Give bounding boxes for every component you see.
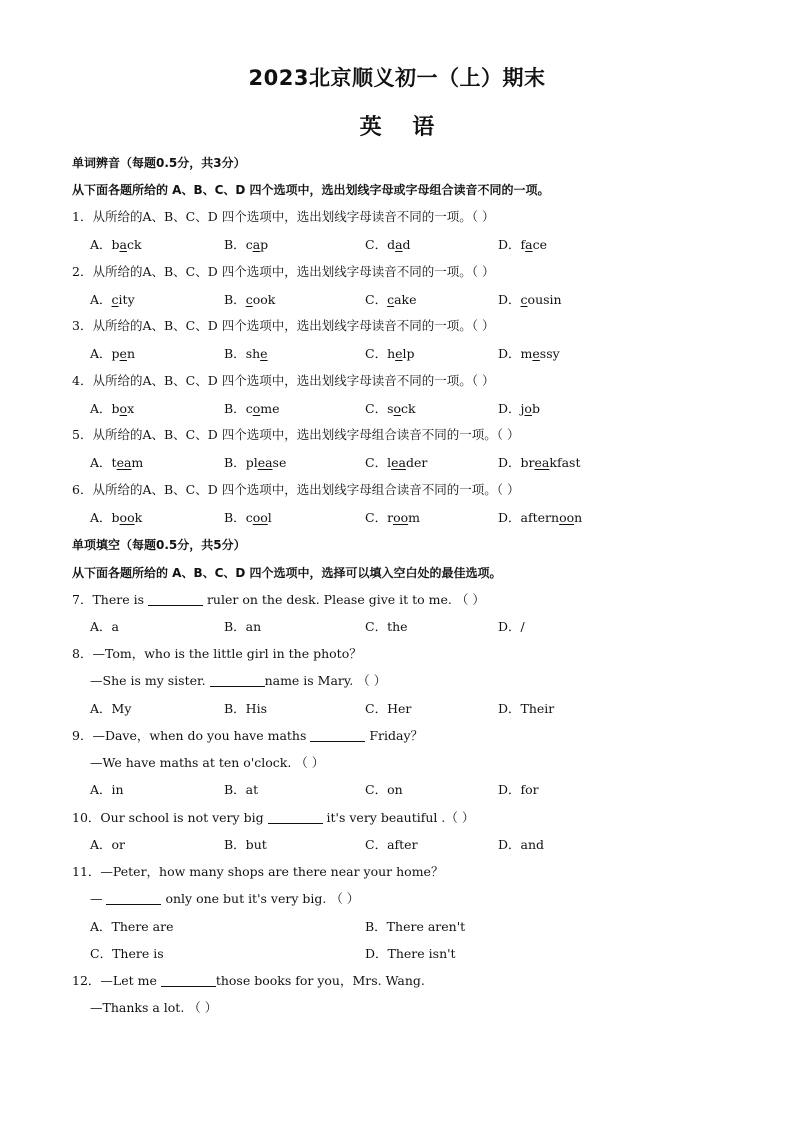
q4-option-d[interactable] (498, 401, 540, 417)
option-text: j (520, 401, 525, 416)
option-text: D． (498, 292, 521, 307)
option-text: A． (90, 292, 112, 307)
question-8: 8．—Tom，who is the little girl in the photo？ (72, 646, 362, 661)
question-5: 5．从所给的A、B、C、D 四个选项中，选出划线字母组合读音不同的一项。（ ） (72, 427, 520, 442)
option-text: l (387, 455, 392, 470)
option-text: B． (224, 510, 246, 525)
q4-option-a[interactable] (90, 401, 134, 417)
option-text: A． (90, 401, 112, 416)
underlined-letters: oo (119, 510, 135, 525)
underlined-letters: c (520, 292, 528, 307)
q4-option-c[interactable] (365, 401, 416, 417)
option-text: c (245, 401, 253, 416)
underlined-letters: ea (257, 455, 273, 470)
section2-instruction: 从下面各题所给的 A、B、C、D 四个选项中，选择可以填入空白处的最佳选项。 (72, 566, 502, 580)
option-text: C． (365, 401, 388, 416)
underlined-letters: a (395, 237, 403, 252)
q10-option-c[interactable]: C．after (365, 837, 418, 852)
q2-option-a[interactable] (90, 292, 135, 308)
underlined-letters: oo (252, 510, 268, 525)
underlined-letters: a (252, 237, 261, 252)
option-text: h (387, 346, 396, 361)
option-text: B． (224, 292, 246, 307)
underlined-letters: ea (391, 455, 406, 470)
q1-option-b[interactable] (224, 237, 268, 253)
option-text: f (520, 237, 526, 252)
option-text: B． (224, 455, 246, 470)
option-text: ssy (539, 346, 560, 361)
q7-option-c[interactable]: C．the (365, 619, 408, 634)
answer-blank (268, 811, 323, 824)
question-11: 11．—Peter，how many shops are there near your home？ (72, 864, 444, 879)
q5-option-b[interactable] (224, 455, 286, 471)
answer-blank (148, 593, 203, 606)
answer-blank (310, 729, 365, 742)
q2-option-b[interactable] (224, 292, 275, 308)
option-text: m (408, 510, 420, 525)
option-text: D． (498, 401, 521, 416)
q6-option-c[interactable] (365, 510, 420, 526)
q1-option-a[interactable] (90, 237, 142, 253)
underlined-letters: e (260, 346, 268, 361)
underlined-letters: c (245, 292, 253, 307)
question-1: 1．从所给的A、B、C、D 四个选项中，选出划线字母读音不同的一项。（ ） (72, 209, 495, 224)
q5-option-a[interactable] (90, 455, 143, 471)
q10-option-a[interactable]: A．or (90, 837, 126, 852)
q3-option-d[interactable] (498, 346, 560, 362)
option-text: ousin (527, 292, 562, 307)
option-text: n (126, 346, 136, 361)
q1-option-d[interactable] (498, 237, 547, 253)
underlined-letters: o (393, 401, 402, 416)
q5-option-c[interactable] (365, 455, 427, 471)
exam-subject: 英 语 (359, 115, 435, 140)
option-text: C． (365, 292, 388, 307)
question-7: 7．There is ruler on the desk. Please give it to me. （ ） (72, 592, 485, 607)
option-text: l (267, 510, 272, 525)
option-text: b (111, 510, 120, 525)
underlined-letters: oo (393, 510, 409, 525)
q7-option-b[interactable]: B．an (224, 619, 262, 634)
answer-blank (210, 674, 265, 687)
option-text: aftern (520, 510, 560, 525)
question-10: 10．Our school is not very big it's very beautiful .（ ） (72, 810, 475, 825)
option-text: kfast (549, 455, 581, 470)
option-text: p (260, 237, 269, 252)
option-text: n (574, 510, 583, 525)
option-text: ck (127, 237, 142, 252)
q6-option-d[interactable] (498, 510, 582, 526)
option-text: d (387, 237, 396, 252)
q10-option-b[interactable]: B．but (224, 837, 267, 852)
q4-option-b[interactable] (224, 401, 280, 417)
option-text: A． (90, 455, 112, 470)
q2-option-c[interactable] (365, 292, 417, 308)
option-text: s (387, 401, 394, 416)
underlined-letters: o (252, 401, 261, 416)
q8-option-c[interactable]: C．Her (365, 701, 412, 716)
underlined-letters: e (395, 346, 403, 361)
option-text: br (520, 455, 535, 470)
option-text: A． (90, 346, 112, 361)
underlined-letters: a (525, 237, 533, 252)
question-12: 12．—Let me those books for you，Mrs. Wang. (72, 973, 425, 988)
question-2: 2．从所给的A、B、C、D 四个选项中，选出划线字母读音不同的一项。（ ） (72, 264, 495, 279)
q2-option-d[interactable] (498, 292, 562, 308)
q7-option-d[interactable]: D．/ (498, 619, 525, 634)
option-text: c (245, 510, 253, 525)
option-text: d (402, 237, 411, 252)
q10-option-d[interactable]: D．and (498, 837, 545, 852)
option-text: m (520, 346, 533, 361)
question-6: 6．从所给的A、B、C、D 四个选项中，选出划线字母组合读音不同的一项。（ ） (72, 482, 520, 497)
q11-option-d[interactable]: D．There isn't (365, 946, 456, 961)
answer-blank (161, 974, 216, 987)
option-text: B． (224, 237, 246, 252)
question-9-reply: —We have maths at ten o'clock. （ ） (90, 755, 325, 770)
question-4: 4．从所给的A、B、C、D 四个选项中，选出划线字母读音不同的一项。（ ） (72, 373, 495, 388)
q11-option-a[interactable]: A．There are (90, 919, 174, 934)
option-text: b (111, 237, 120, 252)
option-text: D． (498, 237, 521, 252)
option-text: lp (402, 346, 415, 361)
section2-heading: 单项填空（每题0.5分，共5分） (72, 538, 246, 552)
option-text: c (245, 237, 253, 252)
underlined-letters: oo (559, 510, 575, 525)
underlined-letters: a (119, 237, 127, 252)
underlined-letters: ea (116, 455, 132, 470)
option-text: D． (498, 346, 521, 361)
q1-option-c[interactable] (365, 237, 411, 253)
option-text: ck (401, 401, 416, 416)
option-text: C． (365, 455, 388, 470)
q9-option-d[interactable]: D．for (498, 782, 539, 797)
option-text: B． (224, 346, 246, 361)
q8-option-a[interactable]: A．My (90, 701, 132, 716)
option-text: ity (118, 292, 135, 307)
option-text: A． (90, 510, 112, 525)
option-text: se (272, 455, 287, 470)
question-8-reply: —She is my sister. name is Mary. （ ） (90, 673, 387, 688)
option-text: ce (532, 237, 548, 252)
exam-title: 2023北京顺义初一（上）期末 (248, 66, 546, 90)
option-text: A． (90, 237, 112, 252)
option-text: C． (365, 510, 388, 525)
option-text: t (111, 455, 117, 470)
option-text: b (111, 401, 120, 416)
option-text: C． (365, 346, 388, 361)
underlined-letters: e (119, 346, 127, 361)
option-text: C． (365, 237, 388, 252)
option-text: k (134, 510, 143, 525)
q8-option-d[interactable]: D．Their (498, 701, 555, 716)
underlined-letters: c (387, 292, 395, 307)
q5-option-d[interactable] (498, 455, 580, 471)
q7-option-a[interactable]: A．a (90, 619, 119, 634)
underlined-letters: o (119, 401, 128, 416)
q3-option-a[interactable] (90, 346, 135, 362)
option-text: me (260, 401, 280, 416)
option-text: sh (245, 346, 261, 361)
option-text: der (405, 455, 428, 470)
q9-option-b[interactable]: B．at (224, 782, 259, 797)
underlined-letters: c (111, 292, 119, 307)
option-text: ook (252, 292, 276, 307)
option-text: x (127, 401, 135, 416)
q9-option-a[interactable]: A．in (90, 782, 124, 797)
q11-option-b[interactable]: B．There aren't (365, 919, 466, 934)
question-12-reply: —Thanks a lot. （ ） (90, 1000, 218, 1015)
answer-blank (106, 892, 161, 905)
question-3: 3．从所给的A、B、C、D 四个选项中，选出划线字母读音不同的一项。（ ） (72, 318, 495, 333)
question-11-reply: — only one but it's very big. （ ） (90, 891, 360, 906)
option-text: r (387, 510, 394, 525)
underlined-letters: ea (534, 455, 550, 470)
q6-option-b[interactable] (224, 510, 272, 526)
q8-option-b[interactable]: B．His (224, 701, 267, 716)
option-text: ake (394, 292, 417, 307)
underlined-letters: o (524, 401, 532, 416)
option-text: D． (498, 510, 521, 525)
section1-heading: 单词辨音（每题0.5分，共3分） (72, 156, 246, 170)
question-9: 9．—Dave，when do you have maths Friday？ (72, 728, 424, 743)
q3-option-b[interactable] (224, 346, 268, 362)
option-text: pl (245, 455, 258, 470)
option-text: p (111, 346, 120, 361)
q6-option-a[interactable] (90, 510, 142, 526)
q3-option-c[interactable] (365, 346, 415, 362)
q11-option-c[interactable]: C．There is (90, 946, 164, 961)
option-text: D． (498, 455, 521, 470)
option-text: b (531, 401, 540, 416)
underlined-letters: e (532, 346, 540, 361)
section1-instruction: 从下面各题所给的 A、B、C、D 四个选项中，选出划线字母或字母组合读音不同的一项。 (72, 183, 550, 197)
q9-option-c[interactable]: C．on (365, 782, 403, 797)
option-text: B． (224, 401, 246, 416)
option-text: m (131, 455, 144, 470)
